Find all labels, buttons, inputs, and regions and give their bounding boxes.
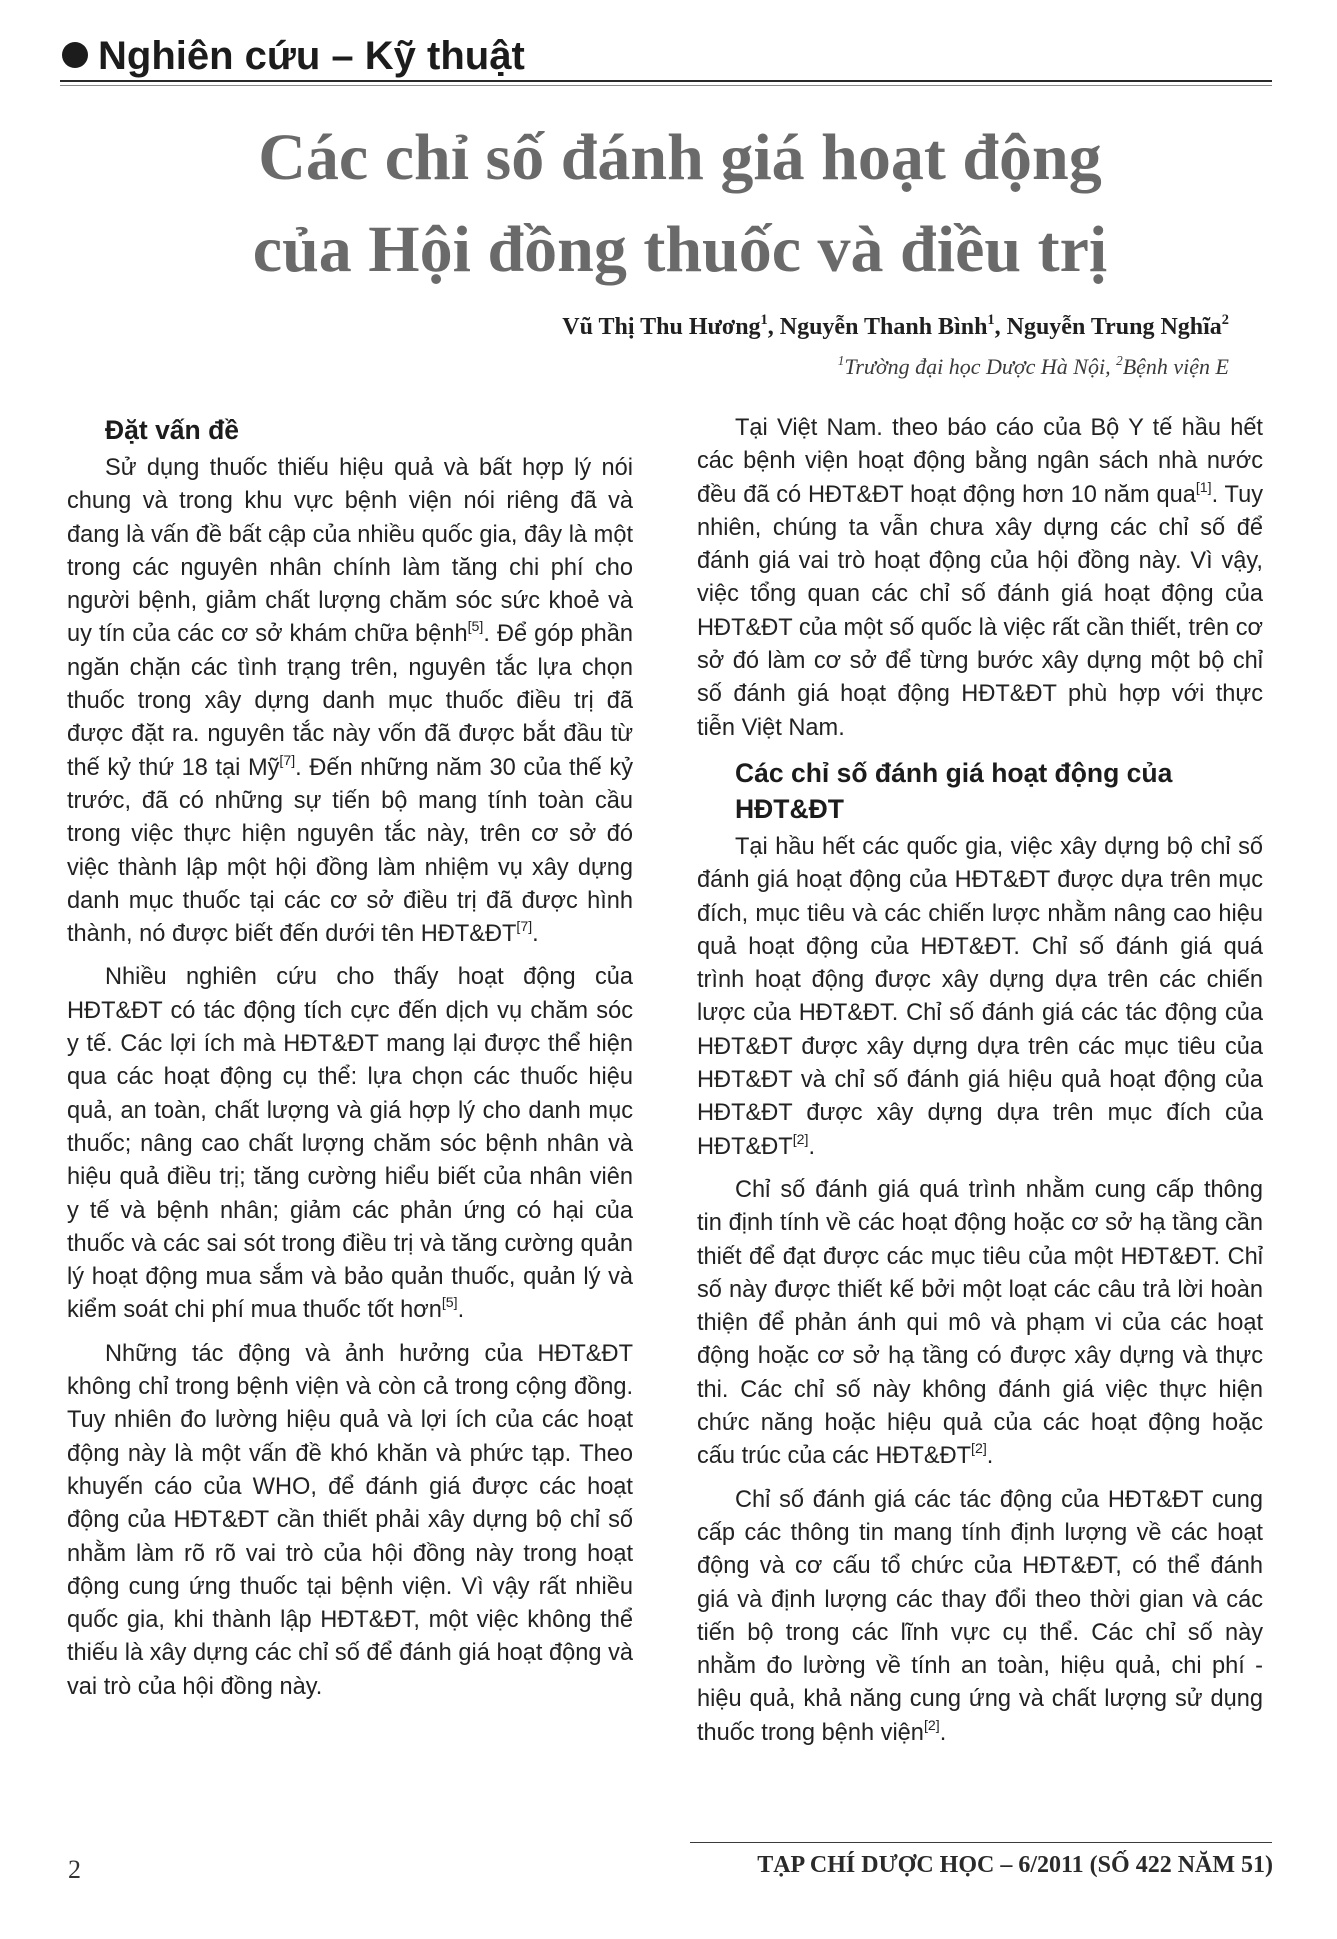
header-rule-thin [60, 85, 1272, 86]
body-paragraph: Tại hầu hết các quốc gia, việc xây dựng bộ chỉ số đánh giá hoạt động của HĐT&ĐT được dựa trên mục đích, mục tiêu và các chiến lược nhằm nâng cao hiệu quả hoạt động của HĐT&ĐT. Chỉ số đánh giá quá trình hoạt động được xây dựng dựa trên các chiến lược của HĐT&ĐT. Chỉ số đánh giá các tác động của HĐT&ĐT được xây dựng dựa trên các mục tiêu của HĐT&ĐT và chỉ số đánh giá hiệu quả hoạt động của HĐT&ĐT được xây dựng dựa trên mục đích của HĐT&ĐT[2]. [697, 833, 1263, 1160]
page-number: 2 [68, 1855, 81, 1884]
left-column [67, 412, 633, 1714]
body-paragraph: Chỉ số đánh giá các tác động của HĐT&ĐT cung cấp các thông tin mang tính định lượng về các hoạt động và cơ cấu tổ chức của HĐT&ĐT, có thể đánh giá và định lượng các thay đổi theo thời gian và các tiến bộ trong các lĩnh vực cụ thể. Các chỉ số này nhằm đo lường về tính an toàn, hiệu quả, chi phí - hiệu quả, khả năng cung ứng và chất lượng sử dụng thuốc trong bệnh viện[2]. [697, 1486, 1263, 1746]
affiliation-list: $^1$Trường đại học Dược Hà Nội, $^2$Bệnh viện E [837, 352, 1229, 379]
citation-ref: [7] [279, 752, 296, 769]
body-paragraph: Tại Việt Nam. theo báo cáo của Bộ Y tế hầu hết các bệnh viện hoạt động bằng ngân sách nhà nước đều đã có HĐT&ĐT hoạt động hơn 10 năm qua[1]. Tuy nhiên, chúng ta vẫn chưa xây dựng các chỉ số để đánh giá vai trò hoạt động của hội đồng này. Vì vậy, việc tổng quan các chỉ số đánh giá hoạt động của HĐT&ĐT của một số quốc là việc rất cần thiết, trên cơ sở đó làm cơ sở để từng bước xây dựng một bộ chỉ số đánh giá hoạt động HĐT&ĐT phù hợp với thực tiễn Việt Nam. [697, 415, 1264, 741]
affiliation-name: Bệnh viện E [1122, 354, 1229, 379]
citation-ref: [1] [1195, 479, 1212, 496]
title-line-2: của Hội đồng thuốc và điều trị [252, 213, 1108, 286]
body-paragraph: Những tác động và ảnh hưởng của HĐT&ĐT không chỉ trong bệnh viện và còn cả trong cộng đồng. Tuy nhiên đo lường hiệu quả và lợi ích của các hoạt động này là một vấn đề khó khăn và phức tạp. Theo khuyến cáo của WHO, để đánh giá được các hoạt động của HĐT&ĐT cần thiết phải xây dựng bộ chỉ số nhằm làm rõ rõ vai trò của hội đồng này trong hoạt động cung ứng thuốc tại bệnh viện. Vì vậy rất nhiều quốc gia, khi thành lập HĐT&ĐT, một việc không thể thiếu là xây dựng các chỉ số để đánh giá hoạt động và vai trò của hội đồng này. [67, 1340, 633, 1700]
section-header [62, 28, 525, 84]
citation-ref: [2] [792, 1131, 809, 1148]
author-name: Vũ Thị Thu Hương [562, 314, 761, 340]
affiliation-name: Trường đại học Dược Hà Nội [844, 354, 1106, 379]
citation-ref: [2] [923, 1717, 940, 1734]
header-rule [60, 80, 1272, 82]
article-title [200, 112, 1160, 296]
affiliation-mark: 1 [987, 311, 995, 328]
author-list: Vũ Thị Thu Hương$^1$, Nguyễn Thanh Bình$^1$, Nguyễn Trung Nghĩa$^2$ [562, 311, 1229, 340]
author-name: Nguyễn Thanh Bình [779, 314, 988, 340]
section-heading: Đặt vấn đề [105, 415, 240, 445]
section-label: Nghiên cứu – Kỹ thuật [98, 34, 525, 78]
affiliation-mark: 2 [1116, 352, 1123, 368]
citation-ref: [7] [516, 919, 533, 936]
right-column [697, 412, 1263, 1760]
citation-ref: [5] [441, 1295, 458, 1312]
author-name: Nguyễn Trung Nghĩa [1006, 314, 1222, 340]
body-paragraph: Chỉ số đánh giá quá trình nhằm cung cấp thông tin định tính về các hoạt động hoặc cơ sở hạ tầng cần thiết để đạt được các mục tiêu của một HĐT&ĐT. Chỉ số này được thiết kế bởi một loạt các câu trả lời hoàn thiện để phản ánh qui mô và phạm vi của các hoạt động hoặc cơ sở hạ tầng có được xây dựng và thực thi. Các chỉ số này không đánh giá việc thực hiện chức năng hoặc hiệu quả của các hoạt động hoặc cấu trúc của các HĐT&ĐT[2]. [697, 1176, 1263, 1470]
section-heading: Các chỉ số đánh giá hoạt động của HĐT&ĐT [735, 757, 1173, 824]
body-paragraph: Nhiều nghiên cứu cho thấy hoạt động của HĐT&ĐT có tác động tích cực đến dịch vụ chăm sóc y tế. Các lợi ích mà HĐT&ĐT mang lại được thể hiện qua các hoạt động cụ thể: lựa chọn các thuốc hiệu quả, an toàn, chất lượng và giá hợp lý cho danh mục thuốc; nâng cao chất lượng chăm sóc bệnh nhân và hiệu quả điều trị; tăng cường hiểu biết của nhân viên y tế và bệnh nhân; giảm các phản ứng có hại của thuốc và các sai sót trong điều trị và tăng cường quản lý hoạt động mua sắm và bảo quản thuốc, quản lý và kiểm soát chi phí mua thuốc tốt hơn[5]. [67, 964, 633, 1324]
citation-ref: [2] [971, 1441, 987, 1458]
journal-citation: TẠP CHÍ DƯỢC HỌC – 6/2011 (SỐ 422 NĂM 51) [757, 1852, 1273, 1878]
affiliation-mark: 1 [760, 311, 768, 328]
affiliation-mark: 1 [837, 352, 845, 368]
footer-rule [690, 1842, 1272, 1843]
bullet-icon [62, 42, 88, 68]
title-line-1: Các chỉ số đánh giá hoạt động [258, 121, 1102, 194]
affiliation-mark: 2 [1221, 311, 1229, 328]
citation-ref: [5] [467, 619, 484, 636]
body-paragraph: Sử dụng thuốc thiếu hiệu quả và bất hợp lý nói chung và trong khu vực bệnh viện nói riêng đã và đang là vấn đề bất cập của nhiều quốc gia, đây là một trong các nguyên nhân chính làm tăng chi phí cho người bệnh, giảm chất lượng chăm sóc sức khoẻ và uy tín của các cơ sở khám chữa bệnh[5]. Để góp phần ngăn chặn các tình trạng trên, nguyên tắc lựa chọn thuốc trong xây dựng danh mục thuốc điều trị đã được đặt ra. nguyên tắc này vốn đã được bắt đầu từ thế kỷ thứ 18 tại Mỹ[7]. Đến những năm 30 của thế kỷ trước, đã có những sự tiến bộ mang tính toàn cầu trong việc thực hiện nguyên tắc này, trên cơ sở đó việc thành lập một hội đồng làm nhiệm vụ xây dựng danh mục thuốc tại các cơ sở điều trị đã được hình thành, nó được biết đến dưới tên HĐT&ĐT[7]. [67, 455, 634, 948]
